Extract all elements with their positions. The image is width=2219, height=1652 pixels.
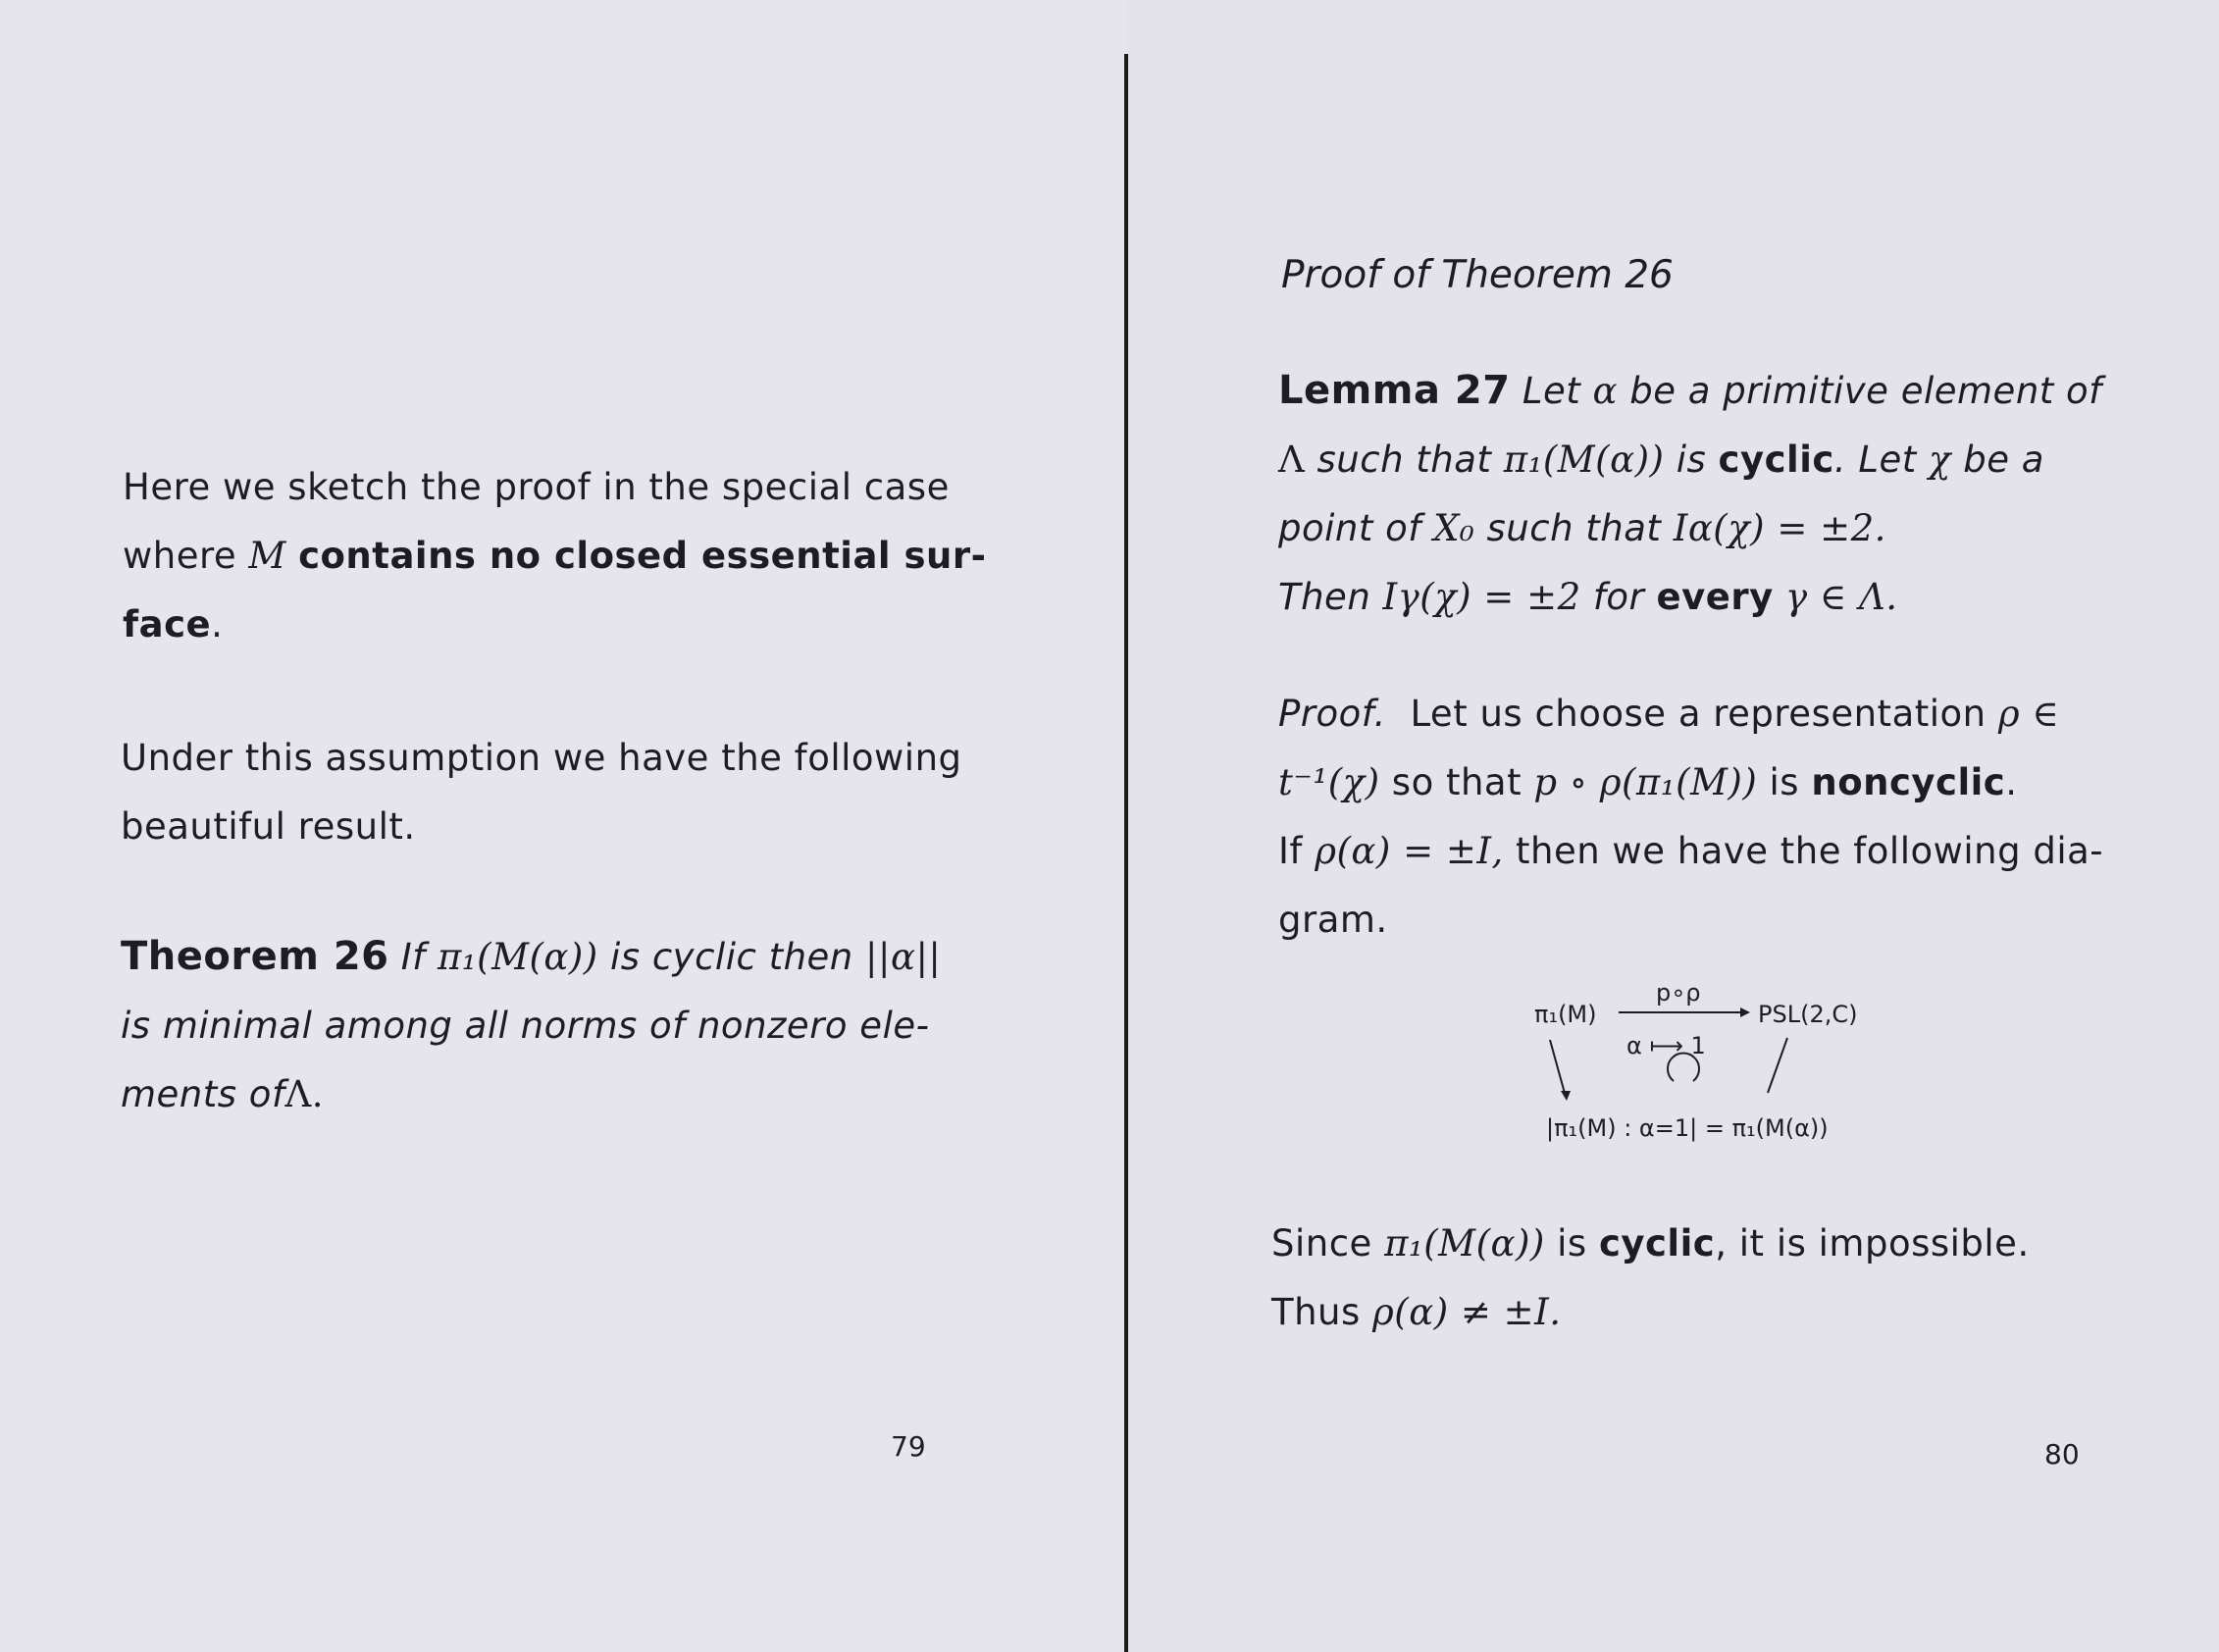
page-number-right: 80 bbox=[2044, 1438, 2080, 1471]
intro-paragraph: Here we sketch the proof in the special case where M contains no closed essential sur- face. bbox=[123, 466, 987, 645]
lemma-27: Lemma 27 Let α be a primitive element of Λ such that π₁(M(α)) is cyclic. Let χ be a point of X₀ such that Iα(χ) = ±2. Then Iγ(χ) = ±2 for every γ ∈ Λ. bbox=[1278, 368, 2102, 618]
diagram-arrow-label: p∘ρ bbox=[1656, 979, 1701, 1007]
page-gutter bbox=[1124, 54, 1128, 1652]
section-heading: Proof of Theorem 26 bbox=[1281, 253, 1674, 297]
theorem-26: Theorem 26 If π₁(M(α)) is cyclic then ||α|| is minimal among all norms of nonzero ele- ments ofΛ. bbox=[121, 934, 942, 1115]
since-paragraph: Since π₁(M(α)) is cyclic, it is impossible. Thus ρ(α) ≠ ±I. bbox=[1271, 1222, 2030, 1333]
diagram-quotient: |π₁(M) : α=1| = π₁(M(α)) bbox=[1546, 1114, 1829, 1142]
proof-paragraph: Proof. Let us choose a representation ρ ∈ t⁻¹(χ) so that p ∘ ρ(π₁(M)) is noncyclic. If ρ(α) = ±I, then we have the following dia- gram. bbox=[1278, 693, 2104, 941]
diagram-right-arrow bbox=[1768, 1038, 1787, 1093]
commutative-diagram bbox=[1511, 971, 1903, 1158]
diagram-left-arrow bbox=[1550, 1040, 1566, 1097]
assumption-paragraph: Under this assumption we have the following beautiful result. bbox=[121, 737, 962, 848]
diagram-top-arrowhead bbox=[1740, 1007, 1750, 1017]
diagram-alpha-map: α ⟼ 1 bbox=[1626, 1032, 1706, 1059]
diagram-left-arrowhead bbox=[1561, 1091, 1571, 1101]
diagram-pi1-m: π₁(M) bbox=[1534, 1001, 1597, 1028]
page-number-left: 79 bbox=[891, 1430, 926, 1463]
diagram-psl: PSL(2,C) bbox=[1758, 1001, 1858, 1028]
